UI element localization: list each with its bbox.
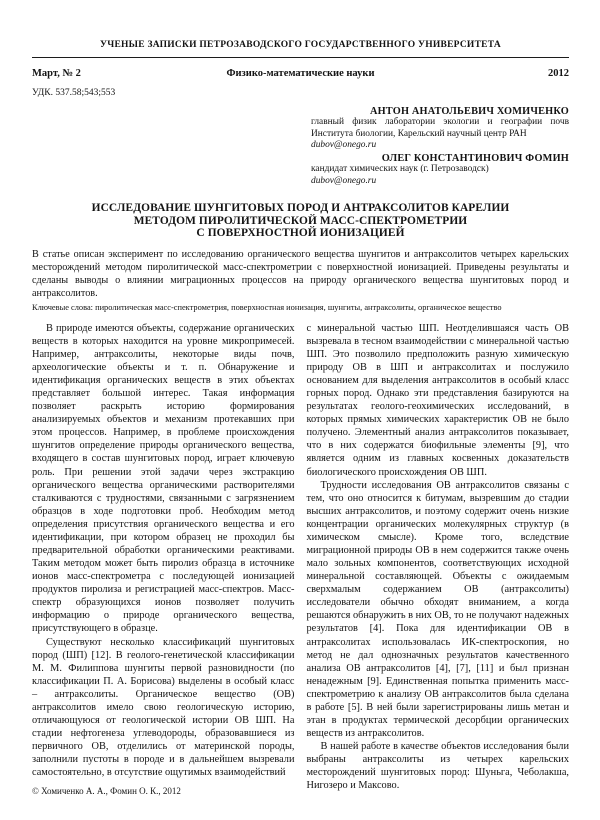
year-label: 2012 [548, 68, 569, 79]
authors-block [311, 106, 569, 187]
author-email: dubov@onego.ru [311, 140, 377, 151]
paper-title-line3: С ПОВЕРХНОСТНОЙ ИОНИЗАЦИЕЙ [196, 226, 405, 239]
body-paragraph: Трудности исследования ОВ антраксолитов связаны с тем, что оно относится к битумам, вызревшим до стадии высших антраксолитов, и поэтому содержит очень низкие концентрации органических молекулярных структур (в химическом смысле). Кроме того, вследствие миграционной природы ОВ в нем содержится также очень мало зольных компонентов, соответствующих исходной минеральной составляющей. Объекты с ожидаемым сверхмалым содержанием ОВ (антраксолиты) исследователи обычно обходят вниманием, а когда решаются обнаружить в них ОВ, то не получают надежных результатов [4]. Пока для идентификации ОВ в антраксолитах использовалась ИК-спектроскопия, но метод не дал однозначных результатов качественного анализа ОВ антраксолитов [4], [7], [11] и был признан ненадежным [9]. Единственная попытка применить масс-спектрометрию к анализу ОВ антраксолитов была сделана в работе [5]. В ней были зарегистрированы лишь метан и этан в продуктах термической десорбции органических веществ из антраксолитов. [306, 479, 570, 740]
paper-title-line1: ИССЛЕДОВАНИЕ ШУНГИТОВЫХ ПОРОД И АНТРАКСОЛИТОВ КАРЕЛИИ [91, 202, 510, 215]
author-name: АНТОН АНАТОЛЬЕВИЧ ХОМИЧЕНКО [369, 106, 569, 117]
body-columns [32, 322, 569, 798]
body-paragraph: Существуют несколько классификаций шунгитовых пород (ШП) [12]. В геолого-генетической классификации М. М. Филиппова шунгиты первой разновидности (по классификации П. А. Борисова) выделены в особый класс – антраксолиты. Органическое вещество (ОВ) антраксолитов имело свою геологическую историю, отличающуюся от геологической истории ОВ ШП. На стадии нефтогенеза углеводороды, образовавшиеся из первичного ОВ, отделились от материнской породы, заполнили пустоты в породе и в дальнейшем вызревали самостоятельно, в отсутствие ощутимых взаимодействий [32, 636, 295, 779]
keywords-text: Ключевые слова: пиролитическая масс-спектрометрия, поверхностная ионизация, шунгиты, антраксолиты, органическое вещество [32, 303, 502, 313]
right-column [307, 322, 570, 798]
body-paragraph: с минеральной частью ШП. Неотделившаяся часть ОВ вызревала в тесном взаимодействии с минеральной частью ШП. Это позволило предположить разную химическую природу ОВ в ШП и антраксолитах и послужило основанием для выделения антраксолитов в особый класс горных пород. Однако эти представления базируются на результатах геолого-геохимических исследований, в которых прямых химических характеристик ОВ не было получено. Элементный анализ антраксолитов показывает, что в них содержатся биофильные элементы [9], что является одним из главных косвенных доказательств биологического происхождения ОВ ШП. [306, 322, 569, 478]
left-column-paragraphs [32, 322, 295, 780]
author-2 [311, 153, 569, 187]
author-affiliation: главный физик лаборатории экологии и географии почв Института биологии, Карельский научный центр РАН [311, 117, 569, 139]
body-paragraph: В природе имеются объекты, содержание органических веществ в которых находится на уровне микропримесей. Например, антраксолиты, некоторые виды почв, археологические объекты и т. п. Обнаружение и идентификация органических веществ в этих объектах представляет большой интерес. Такая информация позволяет раскрыть историю формирования анализируемых объектов и механизм протекавших при этом процессов. Например, в проблеме происхождения шунгитов определение природы органического вещества, входящего в состав шунгитовых пород, играет ключевую роль. При решении этой задачи через экстракцию органического вещества органическими растворителями сталкиваются с трудностями, связанными с загрязнением образцов в ходе подготовки проб. Необходим метод определения присутствия органического вещества и его идентификации, при котором образец не проходил бы предварительной обработки органическими реактивами. Таким методом может быть пиролиз образца в источнике ионов масс-спектрометра с последующей ионизацией продуктов пиролиза и регистрацией масс-спектров. Масс-спектр образующихся ионов позволяет получить информацию о природе органического вещества, присутствующего в образце. [32, 322, 295, 635]
author-affiliation: кандидат химических наук (г. Петрозаводск) [311, 163, 489, 174]
left-column [32, 322, 295, 798]
journal-title: УЧЕНЫЕ ЗАПИСКИ ПЕТРОЗАВОДСКОГО ГОСУДАРСТВЕННОГО УНИВЕРСИТЕТА [100, 40, 501, 50]
author-1 [311, 106, 569, 152]
copyright-line: © Хомиченко А. А., Фомин О. К., 2012 [32, 786, 181, 797]
issue-row [32, 68, 569, 79]
header-rule [32, 57, 569, 58]
paper-title-line2: МЕТОДОМ ПИРОЛИТИЧЕСКОЙ МАСС-СПЕКТРОМЕТРИИ [133, 214, 468, 227]
issue-label: Март, № 2 [32, 68, 81, 79]
section-label: Физико-математические науки [226, 68, 375, 79]
body-paragraph: В нашей работе в качестве объектов исследования были выбраны антраксолиты из четырех карельских месторождений шунгитовых пород: Шуньга, Чеболакша, Нигозеро и Максово. [306, 741, 569, 792]
udc-code: УДК. 537.58;543;553 [32, 88, 116, 98]
author-name: ОЛЕГ КОНСТАНТИНОВИЧ ФОМИН [381, 152, 569, 164]
paper-title [32, 202, 569, 239]
right-column-paragraphs [307, 322, 570, 793]
abstract-text: В статье описан эксперимент по исследованию органического вещества шунгитов и антраксолитов четырех карельских месторождений методом пиролитической масс-спектрометрии с поверхностной ионизацией. Приведены результаты и сделаны выводы о влиянии миграционных процессов на природу органического вещества шунгитовых пород и антраксолитов. [32, 249, 569, 300]
author-email: dubov@onego.ru [311, 175, 377, 186]
